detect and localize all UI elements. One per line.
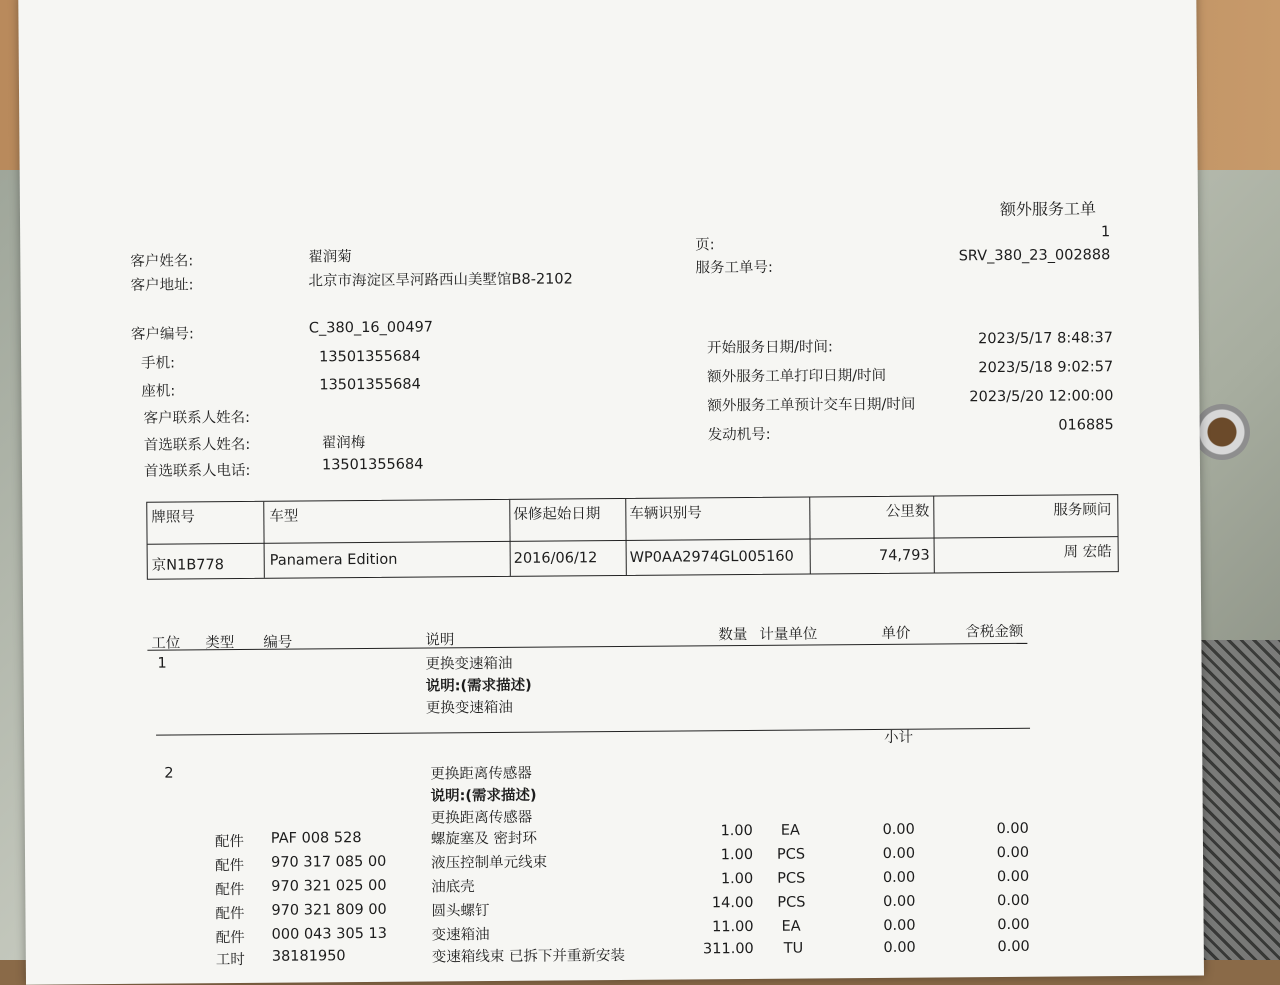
service-order-no-label: 服务工单号:	[695, 259, 773, 277]
header-mileage: 公里数	[885, 503, 930, 520]
customer-address-value: 北京市海淀区旱河路西山美墅馆B8-2102	[308, 271, 573, 290]
document-title: 额外服务工单	[999, 199, 1097, 220]
part-description: 圆头螺钉	[431, 903, 490, 920]
part-code: 000 043 305 13	[271, 925, 388, 943]
plate-value: 京N1B778	[151, 557, 225, 574]
col-code: 编号	[263, 634, 293, 651]
job-title: 更换变速箱油	[425, 655, 513, 673]
part-unit: EA	[781, 918, 801, 935]
job-title: 更换距离传感器	[430, 765, 532, 783]
table-column-divider	[509, 500, 511, 576]
preferred-contact-name-value: 翟润梅	[321, 435, 366, 452]
vehicle-info-table	[146, 494, 1119, 580]
part-price: 0.00	[882, 869, 916, 886]
service-order-no-value: SRV_380_23_002888	[958, 247, 1111, 265]
col-description: 说明	[425, 632, 455, 649]
table-column-divider	[625, 499, 627, 575]
part-amount: 0.00	[996, 844, 1030, 862]
col-station: 工位	[151, 635, 181, 652]
part-amount: 0.00	[997, 916, 1030, 934]
part-code: 970 317 085 00	[271, 853, 387, 871]
part-type: 工时	[215, 951, 245, 969]
engine-no-label: 发动机号:	[707, 426, 771, 444]
customer-address-label: 客户地址:	[130, 277, 194, 294]
part-type: 配件	[214, 833, 244, 851]
part-amount: 0.00	[996, 868, 1030, 886]
service-start-value: 2023/5/17 8:48:37	[978, 330, 1114, 348]
part-unit: EA	[780, 822, 800, 839]
header-model: 车型	[269, 508, 299, 525]
part-type: 配件	[215, 881, 245, 899]
part-type: 配件	[215, 905, 245, 923]
job-note-label: 说明:(需求描述)	[425, 677, 532, 695]
part-quantity: 1.00	[720, 822, 753, 840]
part-code: 970 321 025 00	[271, 877, 387, 895]
part-price: 0.00	[883, 893, 916, 910]
part-description: 螺旋塞及 密封环	[430, 830, 538, 848]
folder-grommet	[1194, 404, 1250, 460]
part-type: 配件	[215, 929, 245, 947]
preferred-contact-phone-label: 首选联系人电话:	[143, 462, 251, 480]
subtotal-label: 小计	[884, 729, 914, 746]
part-amount: 0.00	[997, 938, 1030, 956]
preferred-contact-name-label: 首选联系人姓名:	[143, 436, 251, 454]
part-unit: PCS	[777, 870, 806, 887]
part-quantity: 11.00	[712, 918, 754, 936]
contact-name-label: 客户联系人姓名:	[143, 409, 251, 427]
part-type: 配件	[215, 857, 245, 875]
landline-value: 13501355684	[319, 376, 421, 394]
job-number: 2	[164, 765, 174, 782]
print-datetime-label: 额外服务工单打印日期/时间	[707, 367, 887, 386]
part-code: PAF 008 528	[270, 830, 362, 847]
vin-value: WP0AA2974GL005160	[629, 548, 794, 566]
engine-no-value: 016885	[1058, 417, 1114, 434]
folder-mesh-pocket	[1190, 640, 1280, 960]
col-type: 类型	[205, 635, 235, 652]
customer-id-label: 客户编号:	[130, 326, 194, 343]
part-code: 970 321 809 00	[271, 901, 387, 919]
part-description: 变速箱油	[431, 927, 490, 944]
landline-label: 座机:	[141, 383, 176, 400]
table-column-divider	[263, 502, 265, 578]
service-start-label: 开始服务日期/时间:	[706, 339, 833, 357]
col-unit-price: 单价	[881, 625, 911, 642]
col-unit: 计量单位	[759, 626, 818, 643]
part-unit: PCS	[777, 894, 806, 911]
preferred-contact-phone-value: 13501355684	[321, 456, 424, 474]
customer-name-label: 客户姓名:	[130, 253, 194, 270]
part-unit: PCS	[776, 846, 806, 863]
col-amount-tax: 含税金额	[965, 623, 1024, 641]
header-warranty-start: 保修起始日期	[513, 506, 601, 523]
part-amount: 0.00	[996, 820, 1029, 838]
mobile-label: 手机:	[141, 355, 176, 372]
mobile-value: 13501355684	[319, 348, 421, 366]
table-column-divider	[933, 497, 935, 573]
job-note-label: 说明:(需求描述)	[430, 787, 537, 805]
part-amount: 0.00	[997, 892, 1030, 910]
header-vin: 车辆识别号	[629, 505, 702, 522]
expected-delivery-label: 额外服务工单预计交车日期/时间	[707, 396, 916, 415]
service-advisor-value: 周 宏皓	[1063, 544, 1112, 561]
mileage-value: 74,793	[878, 547, 930, 564]
part-price: 0.00	[883, 917, 916, 934]
part-price: 0.00	[882, 845, 916, 862]
part-quantity: 14.00	[711, 894, 754, 912]
service-order-paper	[18, 0, 1204, 985]
part-code: 38181950	[271, 948, 346, 965]
model-value: Panamera Edition	[269, 551, 398, 569]
header-plate: 牌照号	[151, 509, 195, 526]
job-note-text: 更换距离传感器	[430, 809, 533, 827]
job-note-text: 更换变速箱油	[425, 699, 513, 717]
warranty-start-value: 2016/06/12	[513, 550, 598, 567]
part-quantity: 1.00	[720, 846, 754, 864]
expected-delivery-value: 2023/5/20 12:00:00	[969, 388, 1114, 406]
page-value: 1	[1100, 224, 1111, 241]
col-quantity: 数量	[718, 627, 748, 644]
part-price: 0.00	[883, 939, 916, 956]
print-datetime-value: 2023/5/18 9:02:57	[978, 359, 1114, 377]
part-quantity: 1.00	[720, 870, 754, 888]
customer-id-value: C_380_16_00497	[308, 319, 434, 337]
customer-name-value: 翟润菊	[308, 249, 352, 266]
part-description: 变速箱线束 已拆下并重新安装	[431, 947, 625, 966]
part-description: 液压控制单元线束	[431, 854, 548, 872]
part-description: 油底壳	[431, 879, 475, 896]
part-quantity: 311.00	[702, 940, 754, 958]
header-service-advisor: 服务顾问	[1053, 502, 1112, 519]
part-price: 0.00	[882, 821, 915, 838]
page-label: 页:	[695, 237, 715, 254]
part-unit: TU	[783, 940, 804, 957]
table-column-divider	[809, 498, 811, 574]
job-number: 1	[157, 655, 167, 672]
